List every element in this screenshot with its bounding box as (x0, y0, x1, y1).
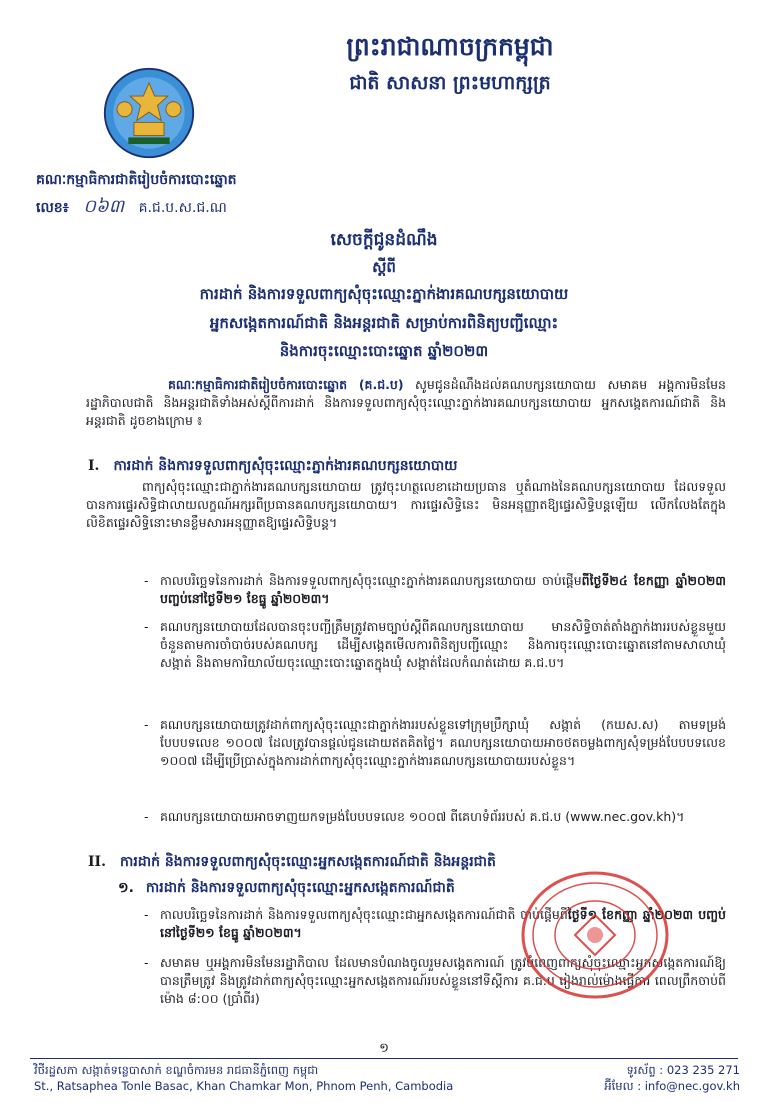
title-line-2: អ្នកសង្កេតការណ៍ជាតិ និងអន្តរជាតិ សម្រាប់ការពិនិត្យបញ្ជីឈ្មោះ (209, 314, 559, 332)
organization-name: គណៈកម្មាធិការជាតិរៀបចំការបោះឆ្នោត (36, 172, 237, 188)
section-1-bullet-2: - គណបក្សនយោបាយដែលបានចុះបញ្ជីត្រឹមត្រូវតាមច្បាប់ស្តីពីគណបក្សនយោបាយ មានសិទ្ធិចាត់តាំងភ្នាក់ងាររបស់ខ្លួនមួយចំនួនតាមការចាំបាច់របស់គណបក្ស ដើម្បីសង្កេតមើលការពិនិត្យបញ្ជីឈ្មោះ និងការចុះឈ្មោះបោះឆ្នោតនៅតាមសាលាឃុំ សង្កាត់ និងតាមការិយាល័យចុះឈ្មោះបោះឆ្នោតក្នុងឃុំ សង្កាត់ដែលកំណត់ដោយ គ.ជ.ប។ (160, 618, 726, 672)
kingdom-title: ព្រះរាជាណាចក្រកម្ពុជា (346, 32, 554, 61)
address-english: St., Ratsaphea Tonle Basac, Khan Chamkar Mon, Phnom Penh, Cambodia (34, 1079, 454, 1093)
subsection-1-title: ការដាក់ និងការទទួលពាក្យសុំចុះឈ្មោះអ្នកសង្កេតការណ៍ជាតិ (145, 880, 455, 896)
section-1-bullet-3: - គណបក្សនយោបាយត្រូវដាក់ពាក្យសុំចុះឈ្មោះជាភ្នាក់ងាររបស់ខ្លួនទៅក្រុមប្រឹក្សាឃុំ សង្កាត់ (កឃស.ស) តាមទម្រង់បែបបទលេខ ១០០៧ ដែលត្រូវបានផ្តល់ជូនដោយឥតគិតថ្លៃ។ គណបក្សនយោបាយអាចថតចម្លងពាក្យសុំទម្រង់បែបបទលេខ ១០០៧ ដើម្បីប្រើប្រាស់ក្នុងការដាក់ពាក្យសុំចុះឈ្មោះភ្នាក់ងារគណបក្សនយោបាយរបស់ខ្លួន។ (160, 716, 726, 770)
reference-label: លេខ៖ (36, 200, 69, 216)
s2-bullet-1-dates: ថ្ងៃទី១ ខែកញ្ញា ឆ្នាំ២០២៣ បញ្ចប់នៅថ្ងៃទី២១ ខែធ្នូ ឆ្នាំ២០២៣។ (160, 907, 726, 940)
bullet-1-dates: ពីថ្ងៃទី២៤ ខែកញ្ញា ឆ្នាំ២០២៣ បញ្ចប់នៅថ្ងៃទី២១ ខែធ្នូ ឆ្នាំ២០២៣។ (160, 573, 726, 606)
nec-emblem-icon (102, 66, 196, 160)
section-1-paragraph: ពាក្យសុំចុះឈ្មោះជាភ្នាក់ងារគណបក្សនយោបាយ ត្រូវចុះហត្ថលេខាដោយប្រធាន ឬតំណាងនៃគណបក្សនយោបាយ ដែលទទួលបានការផ្ទេរសិទ្ធិជាលាយលក្ខណ៍អក្សរពីប្រធានគណបក្សនយោបាយ។ ការផ្ទេរសិទ្ធិនេះ មិនអនុញ្ញាតឱ្យផ្ទេរសិទ្ធិបន្តឡើយ លើកលែងតែក្នុងលិខិតផ្ទេរសិទ្ធិនោះមានខ្លឹមសារអនុញ្ញាតឱ្យផ្ទេរសិទ្ធិបន្ត។ (86, 479, 726, 530)
national-motto: ជាតិ សាសនា ព្រះមហាក្សត្រ (349, 72, 551, 94)
section-2-heading (88, 852, 496, 872)
official-red-stamp-icon (520, 870, 670, 1000)
bullet-1-text: កាលបរិច្ឆេទនៃការដាក់ និងការទទួលពាក្យសុំចុះឈ្មោះភ្នាក់ងារគណបក្សនយោបាយ ចាប់ផ្តើម (160, 573, 582, 588)
section-1-number: I. (88, 458, 100, 474)
reference-line (36, 196, 227, 219)
reference-suffix: គ.ជ.ប.ស.ជ.ណ (138, 200, 227, 216)
intro-lead: គណៈកម្មាធិការជាតិរៀបចំការបោះឆ្នោត (គ.ជ.ប) (168, 377, 404, 392)
section-2-number: II. (88, 854, 106, 870)
intro-paragraph (86, 376, 726, 430)
section-1-title: ការដាក់ និងការទទួលពាក្យសុំចុះឈ្មោះភ្នាក់ងារគណបក្សនយោបាយ (113, 458, 458, 474)
section-1-heading (88, 456, 458, 476)
footer-divider (30, 1058, 738, 1059)
title-line-1: ការដាក់ និងការទទួលពាក្យសុំចុះឈ្មោះភ្នាក់ងារគណបក្សនយោបាយ (199, 285, 569, 303)
subsection-1-heading (118, 878, 455, 898)
title-line-3: និងការចុះឈ្មោះបោះឆ្នោត ឆ្នាំ២០២៣ (279, 342, 489, 360)
document-type: សេចក្តីជូនដំណឹង (330, 230, 438, 250)
reference-number: ០៦៣ (83, 196, 125, 217)
s2-bullet-1-text: កាលបរិច្ឆេទនៃការដាក់ និងការទទួលពាក្យសុំចុះឈ្មោះជាអ្នកសង្កេតការណ៍ជាតិ ចាប់ផ្តើមពី (160, 907, 568, 922)
address-khmer: វិថីរដ្ឋសភា សង្កាត់ទន្លេបាសាក់ ខណ្ឌចំការមន រាជធានីភ្នំពេញ កម្ពុជា (34, 1063, 319, 1077)
section-1-bullet-1 (160, 572, 726, 608)
intro-text: សូមជូនដំណឹងដល់គណបក្សនយោបាយ សមាគម អង្គការមិនមែនរដ្ឋាភិបាលជាតិ និងអន្តរជាតិទាំងអស់ស្តីពីការដាក់ និងការទទួលពាក្យសុំចុះឈ្មោះភ្នាក់ងារគណបក្សនយោបាយ អ្នកសង្កេតការណ៍ជាតិ និងអន្តរជាតិ ដូចខាងក្រោម ៖ (86, 377, 726, 428)
page-number: ១ (379, 1041, 389, 1056)
document-about: ស្តីពី (372, 258, 396, 276)
phone-number: ទូរស័ព្ទ : 023 235 271 (626, 1063, 740, 1077)
section-2-bullet-2: - សមាគម ឬអង្គការមិនមែនរដ្ឋាភិបាល ដែលមានបំណងចូលរួមសង្កេតការណ៍ ត្រូវបំពេញពាក្យសុំចុះឈ្មោះអ្នកសង្កេតការណ៍ឱ្យបានត្រឹមត្រូវ និងត្រូវដាក់ពាក្យសុំចុះឈ្មោះអ្នកសង្កេតការណ៍របស់ខ្លួននៅទីស្តីការ គ.ជ.ប រៀងរាល់ម៉ោងធ្វើការ ពេលព្រឹកចាប់ពីម៉ោង ៨:០០ (ប្រាំពីរ) (160, 954, 726, 1008)
subsection-1-number: ១. (118, 880, 134, 896)
section-2-title: ការដាក់ និងការទទួលពាក្យសុំចុះឈ្មោះអ្នកសង្កេតការណ៍ជាតិ និងអន្តរជាតិ (119, 854, 496, 870)
section-1-bullet-4: - គណបក្សនយោបាយអាចទាញយកទម្រង់បែបបទលេខ ១០០៧ ពីគេហទំព័ររបស់ គ.ជ.ប (www.nec.gov.kh)។ (160, 808, 726, 826)
email-address: អ៊ីមែល : info@nec.gov.kh (604, 1079, 740, 1093)
